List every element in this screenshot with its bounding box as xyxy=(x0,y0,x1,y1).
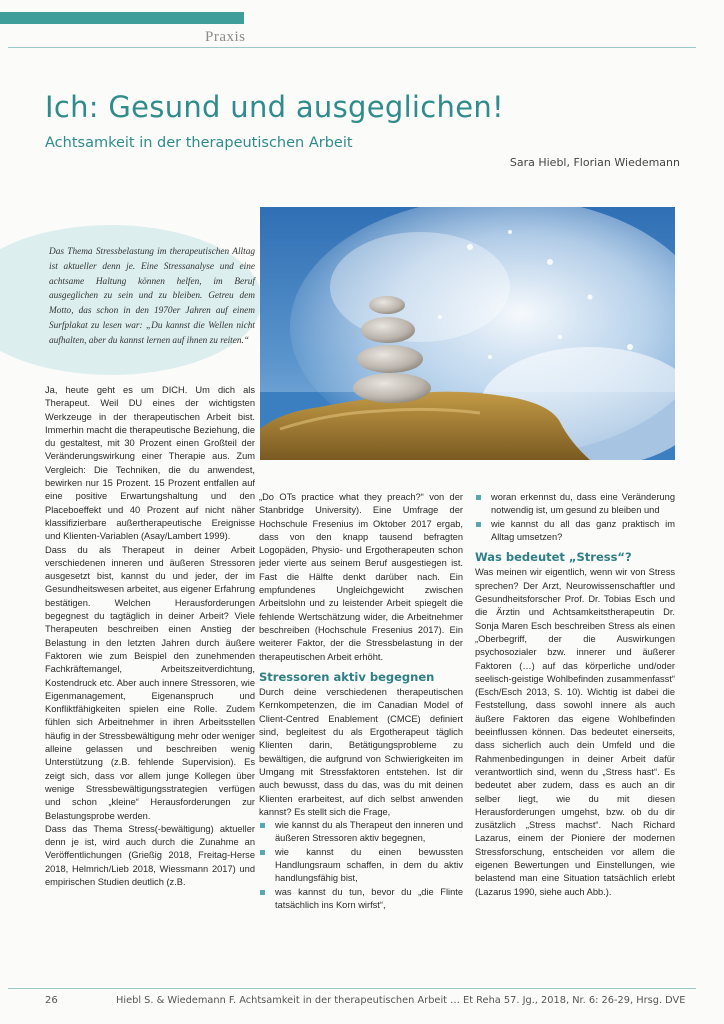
bullet-square-icon xyxy=(260,850,265,855)
list-item xyxy=(475,491,675,518)
list-item-text: was kannst du tun, bevor du „die Flinte tatsächlich ins Korn wirfst“, xyxy=(275,886,463,910)
list-item-text: wie kannst du all das ganz praktisch im Alltag umsetzen? xyxy=(491,518,675,542)
article-title: Ich: Gesund und ausgeglichen! xyxy=(45,90,504,124)
header-color-band xyxy=(0,12,244,24)
bullet-square-icon xyxy=(476,522,481,527)
list-item-text: wie kannst du als Therapeut den inneren und äußeren Stressoren aktiv begegnen, xyxy=(275,820,463,844)
list-item xyxy=(259,819,463,846)
column-2 xyxy=(259,491,463,912)
page-number: 26 xyxy=(45,995,58,1006)
list-item xyxy=(259,846,463,886)
body-paragraph: Dass du als Therapeut in deiner Arbeit verschiedenen inneren und äußeren Stressoren ausgesetzt bist, kannst du und jeder, der im Gesundheitswesen arbeitet, aus eigener Erfahrung bestätigen. Welchen Herausforderungen begegnest du tagtäglich in deiner Arbeit? Viele Therapeuten beschreiben einen Anstieg der Belastung in den letzten Jahren durch äußere Faktoren wie zum Beispiel den zunehmenden Fachkräftemangel, Arbeitszeitverdichtung, Kostendruck etc. Aber auch innere Stressoren, wie Eigenmanagement, Eigenanspruch und Konfliktfähigkeiten spielen eine Rolle. Zudem fühlen sich Arbeitnehmer in ihren Arbeitsstellen häufig in der Stressbewältigung mehr oder weniger alleine gelassen und beschreiben wenig Unterstützung (z.B. fehlende Supervision). Es zeigt sich, dass vor allem junge Kollegen über wenige Stressbewältigungsstrategien verfügen und schon „kleine“ Herausforderungen zur Belastungsprobe werden. xyxy=(45,544,255,821)
body-paragraph: „Do OTs practice what they preach?“ von der Stanbridge University). Eine Umfrage der Hochschule Fresenius im Oktober 2017 ergab, dass von den knapp tausend befragten Logopäden, Physio- und Ergotherapeuten schon jeder vierte aus seinem Beruf ausgestiegen ist. Fast die Hälfte denkt darüber nach. Ein empfundenes Ungleichgewicht zwischen Arbeitslohn und zu leistender Arbeit spiegelt die fehlende Wertschätzung wider, die Arbeitnehmer beschreiben (Hochschule Fresenius 2017). Ein weiterer Faktor, der die Stressbelastung in der therapeutischen Arbeit erhöht. xyxy=(259,492,463,662)
body-paragraph: Durch deine verschiedenen therapeutischen Kernkompetenzen, die im Canadian Model of Client-Centred Enablement (CMCE) definiert sind, begleitest du als Ergotherapeut täglich Klienten darin, Betätigungsprobleme zu bewältigen, die aufgrund von Schwierigkeiten im Umgang mit Stressfaktoren entstehen. Ist dir auch bewusst, dass du das, was du mit deinen Klienten erarbeitest, auf dich selbst anwenden kannst? Es stellt sich die Frage, xyxy=(259,687,463,817)
question-list xyxy=(259,819,463,912)
intro-text: Das Thema Stressbelastung im therapeutischen Alltag ist aktueller denn je. Eine Stressanalyse und eine achtsame Haltung können helfen, im Beruf ausgeglichen zu sein und zu bleiben. Getreu dem Motto, das schon in den 1970er Jahren auf einem Surfplakat zu lesen war: „Du kannst die Wellen nicht aufhalten, aber du kannst lernen auf ihnen zu reiten.“ xyxy=(49,247,255,346)
footer-rule xyxy=(8,988,696,989)
list-item xyxy=(475,518,675,545)
footer-citation: Hiebl S. & Wiedemann F. Achtsamkeit in der therapeutischen Arbeit … Et Reha 57. Jg., 2018, Nr. 6: 26-29, Hrsg. DVE xyxy=(116,995,686,1006)
bullet-square-icon xyxy=(260,890,265,895)
body-paragraph: Dass das Thema Stress(-bewältigung) aktueller denn je ist, wird auch durch die Zunahme an Veröffentlichungen (Grießig 2018, Freitag-Herse 2018, Helmrich/Lieb 2018, Wiessmann 2017) und empirischen Studien deutlich (z.B. xyxy=(45,823,255,887)
header-rule xyxy=(8,47,696,48)
bullet-square-icon xyxy=(260,823,265,828)
stacked-stones-photo xyxy=(260,207,675,460)
list-item-text: wie kannst du einen bewussten Handlungsraum schaffen, in dem du aktiv handlungsfähig bist, xyxy=(275,846,463,884)
list-item xyxy=(259,886,463,913)
section-label: Praxis xyxy=(205,29,246,45)
article-subtitle: Achtsamkeit in der therapeutischen Arbeit xyxy=(45,135,353,151)
column-1 xyxy=(45,384,255,889)
section-heading: Stressoren aktiv begegnen xyxy=(259,669,435,684)
stacked-stones-splash-icon xyxy=(260,207,675,460)
list-item-text: woran erkennst du, dass eine Veränderung notwendig ist, um gesund zu bleiben und xyxy=(491,492,675,516)
question-list-continued xyxy=(475,491,675,544)
column-3 xyxy=(475,491,675,899)
body-paragraph: Ja, heute geht es um DICH. Um dich als Therapeut. Weil DU eines der wichtigsten Werkzeuge in der therapeutischen Arbeit bist. Immerhin macht die therapeutische Beziehung, die du gestaltest, mit 30 Prozent einen Großteil der Veränderungswirkung einer Therapie aus. Zum Vergleich: Die Techniken, die du anwendest, bewirken nur 15 Prozent. 15 Prozent entfallen auf eine positive Erwartungshaltung und den Placeboeffekt und 40 Prozent auf nicht näher klassifizierbare außertherapeutische Ereignisse und Klienten-Variablen (Asay/Lambert 1999). xyxy=(45,385,255,542)
section-heading: Was bedeutet „Stress“? xyxy=(475,550,632,565)
bullet-square-icon xyxy=(476,495,481,500)
body-paragraph: Was meinen wir eigentlich, wenn wir von Stress sprechen? Der Arzt, Neurowissenschaftler und Gesundheitsforscher Prof. Dr. Tobias Esch und die Ärztin und Achtsamkeitstherapeutin Dr. Sonja Maren Esch beschreiben Stress als einen „Oberbegriff, der die Auswirkungen psychosozialer bzw. innerer und äußerer Faktoren (…) auf das körperliche und/oder seelisch-geistige Wohlbefinden zusammenfasst“ (Esch/Esch 2013, S. 10). Wichtig ist dabei die Feststellung, dass sowohl innere als auch äußere Faktoren das eigene Wohlbefinden beeinflussen können. Das bedeutet einerseits, dass sicherlich auch dein Umfeld und die Rahmenbedingungen in deiner Arbeit dafür verantwortlich sind, wenn du „Stress hast“. Es bedeutet aber zudem, dass es auch an dir selber liegt, wie du mit diesen Herausforderungen umgehst, bzw. ob du dir zusätzlich „Stress machst“. Nach Richard Lazarus, einem der Pioniere der modernen Stressforschung, entscheiden vor allem die eigenen Bewertungen und Einstellungen, wie belastend man eine Situation tatsächlich erlebt (Lazarus 1990, siehe auch Abb.). xyxy=(475,567,675,897)
article-authors: Sara Hiebl, Florian Wiedemann xyxy=(509,156,680,169)
